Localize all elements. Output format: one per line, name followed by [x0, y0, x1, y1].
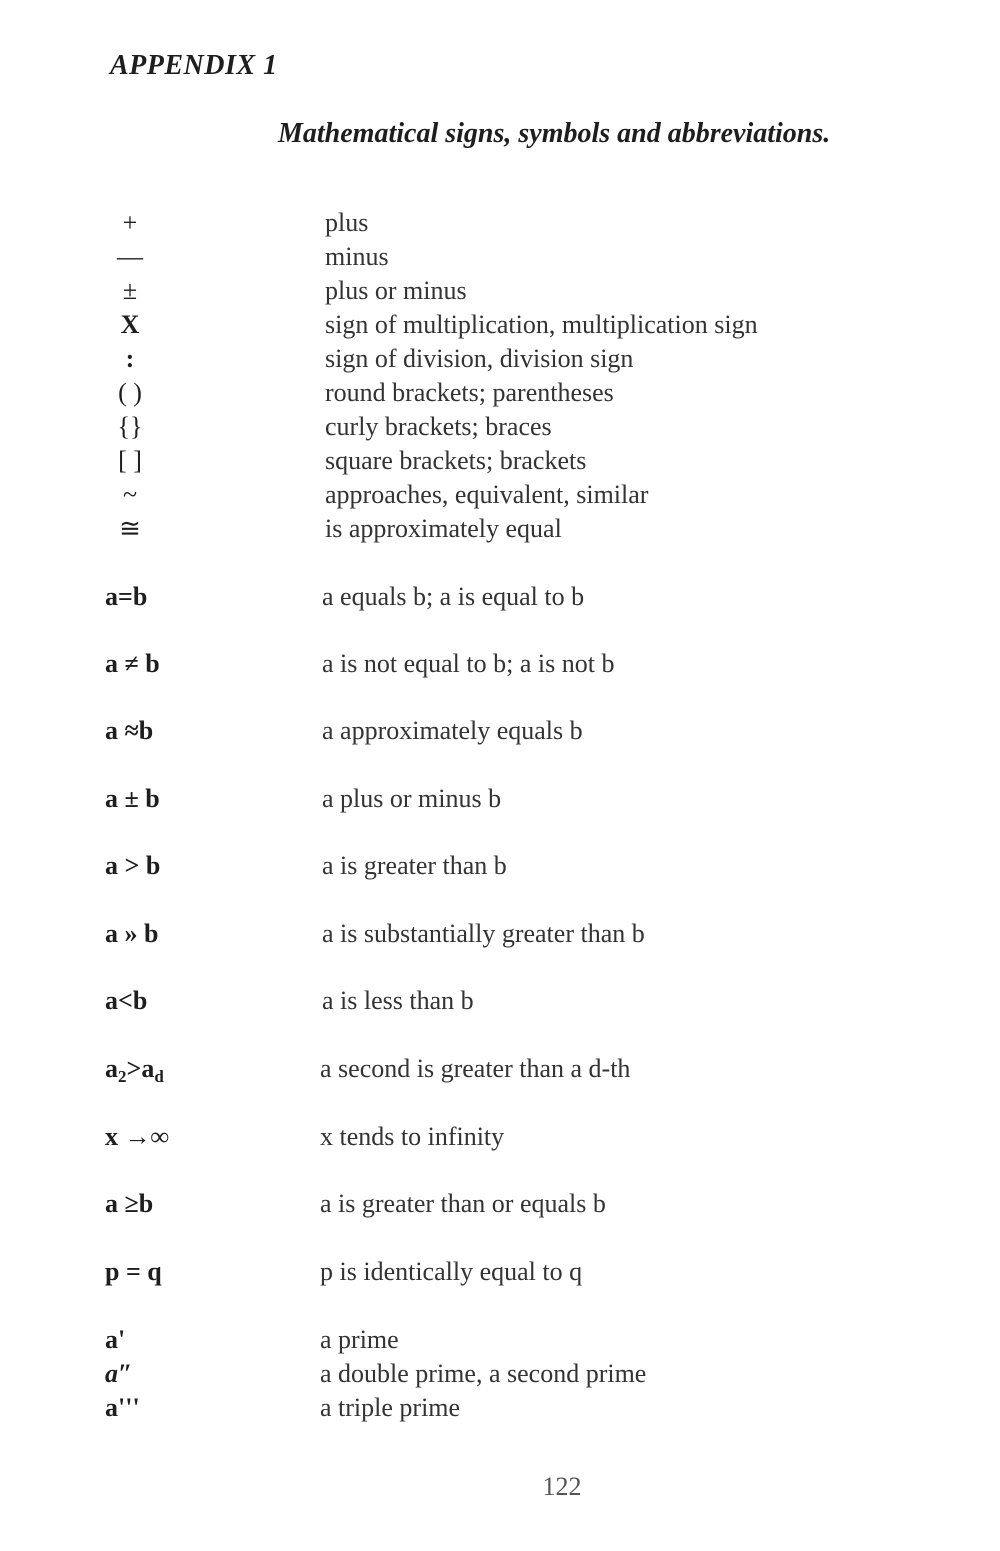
symbol: [ ] [118, 446, 142, 475]
appendix-heading: APPENDIX 1 [110, 50, 278, 81]
symbol-row [0, 444, 1000, 478]
symbol: a ± b [105, 784, 160, 813]
symbol-description: square brackets; brackets [325, 446, 587, 475]
symbol-description: a is substantially greater than b [322, 919, 645, 948]
symbol-row [0, 410, 1000, 444]
symbol-row [0, 580, 1000, 614]
symbol-row [0, 714, 1000, 748]
symbol-row [0, 308, 1000, 342]
symbol: a″ [105, 1359, 133, 1388]
symbol: a=b [105, 582, 148, 611]
symbol-operator: > [126, 1054, 142, 1083]
symbol-row [0, 1187, 1000, 1221]
symbol-description: plus or minus [325, 276, 467, 305]
symbol: + [122, 208, 138, 237]
symbol-description: a is not equal to b; a is not b [322, 649, 615, 678]
symbol: ( ) [118, 378, 142, 407]
symbol-base: a [141, 1054, 155, 1083]
symbol-row [0, 478, 1000, 512]
page-subtitle: Mathematical signs, symbols and abbreviations. [278, 118, 831, 149]
symbol-row [0, 206, 1000, 240]
symbol: a ≥b [105, 1189, 154, 1218]
symbol [105, 1052, 295, 1086]
page-number: 122 [542, 1472, 582, 1501]
symbol-row [0, 512, 1000, 546]
symbol: a''' [105, 1393, 140, 1422]
symbol-description: a is greater than or equals b [320, 1189, 606, 1218]
symbol: p = q [105, 1257, 162, 1286]
symbol-row [0, 274, 1000, 308]
symbol: a > b [105, 851, 161, 880]
symbol-description: approaches, equivalent, similar [325, 480, 649, 509]
symbol-description: a plus or minus b [322, 784, 502, 813]
symbol-row [0, 1255, 1000, 1289]
symbol: {} [117, 412, 143, 441]
symbol-description: a prime [320, 1325, 399, 1354]
symbol: ~ [122, 480, 138, 509]
symbol: a » b [105, 919, 159, 948]
symbol-description: a equals b; a is equal to b [322, 582, 585, 611]
symbol: a' [105, 1325, 126, 1354]
symbol-row [0, 1323, 1000, 1357]
symbol-description: curly brackets; braces [325, 412, 552, 441]
symbol-description: a second is greater than a d-th [320, 1054, 631, 1083]
symbol-row [0, 647, 1000, 681]
symbol: — [117, 242, 143, 271]
symbol-description: round brackets; parentheses [325, 378, 614, 407]
symbol: ± [122, 276, 138, 305]
symbol-description: sign of division, division sign [325, 344, 634, 373]
symbol-row [0, 1391, 1000, 1425]
symbol-base: a [105, 1054, 118, 1083]
symbol-description: a approximately equals b [322, 716, 583, 745]
symbol-description: plus [325, 208, 369, 237]
symbol-row [0, 782, 1000, 816]
symbol-row [0, 240, 1000, 274]
symbol-description: p is identically equal to q [320, 1257, 583, 1286]
symbol-subscript: 2 [118, 1067, 127, 1086]
symbol-description: a is less than b [322, 986, 474, 1015]
symbol: x →∞ [105, 1122, 170, 1151]
symbol-description: sign of multiplication, multiplication sign [325, 310, 758, 339]
symbol-description: a is greater than b [322, 851, 507, 880]
symbol-description: x tends to infinity [320, 1122, 505, 1151]
symbol-row [0, 342, 1000, 376]
symbol: a<b [105, 986, 148, 1015]
symbol: ≅ [119, 514, 141, 543]
symbol-description: a triple prime [320, 1393, 461, 1422]
symbol-row [0, 849, 1000, 883]
symbol-description: is approximately equal [325, 514, 562, 543]
symbol-subscript: d [154, 1067, 164, 1086]
symbol-row [0, 1120, 1000, 1154]
symbol-row [0, 376, 1000, 410]
symbol-row [0, 917, 1000, 951]
symbol-row [0, 1052, 1000, 1086]
symbol: X [120, 310, 140, 339]
symbol: a ≈b [105, 716, 154, 745]
symbol: a ≠ b [105, 649, 160, 678]
symbol-row [0, 1357, 1000, 1391]
symbol: : [125, 344, 135, 373]
symbol-description: minus [325, 242, 389, 271]
symbol-description: a double prime, a second prime [320, 1359, 647, 1388]
symbol-row [0, 984, 1000, 1018]
